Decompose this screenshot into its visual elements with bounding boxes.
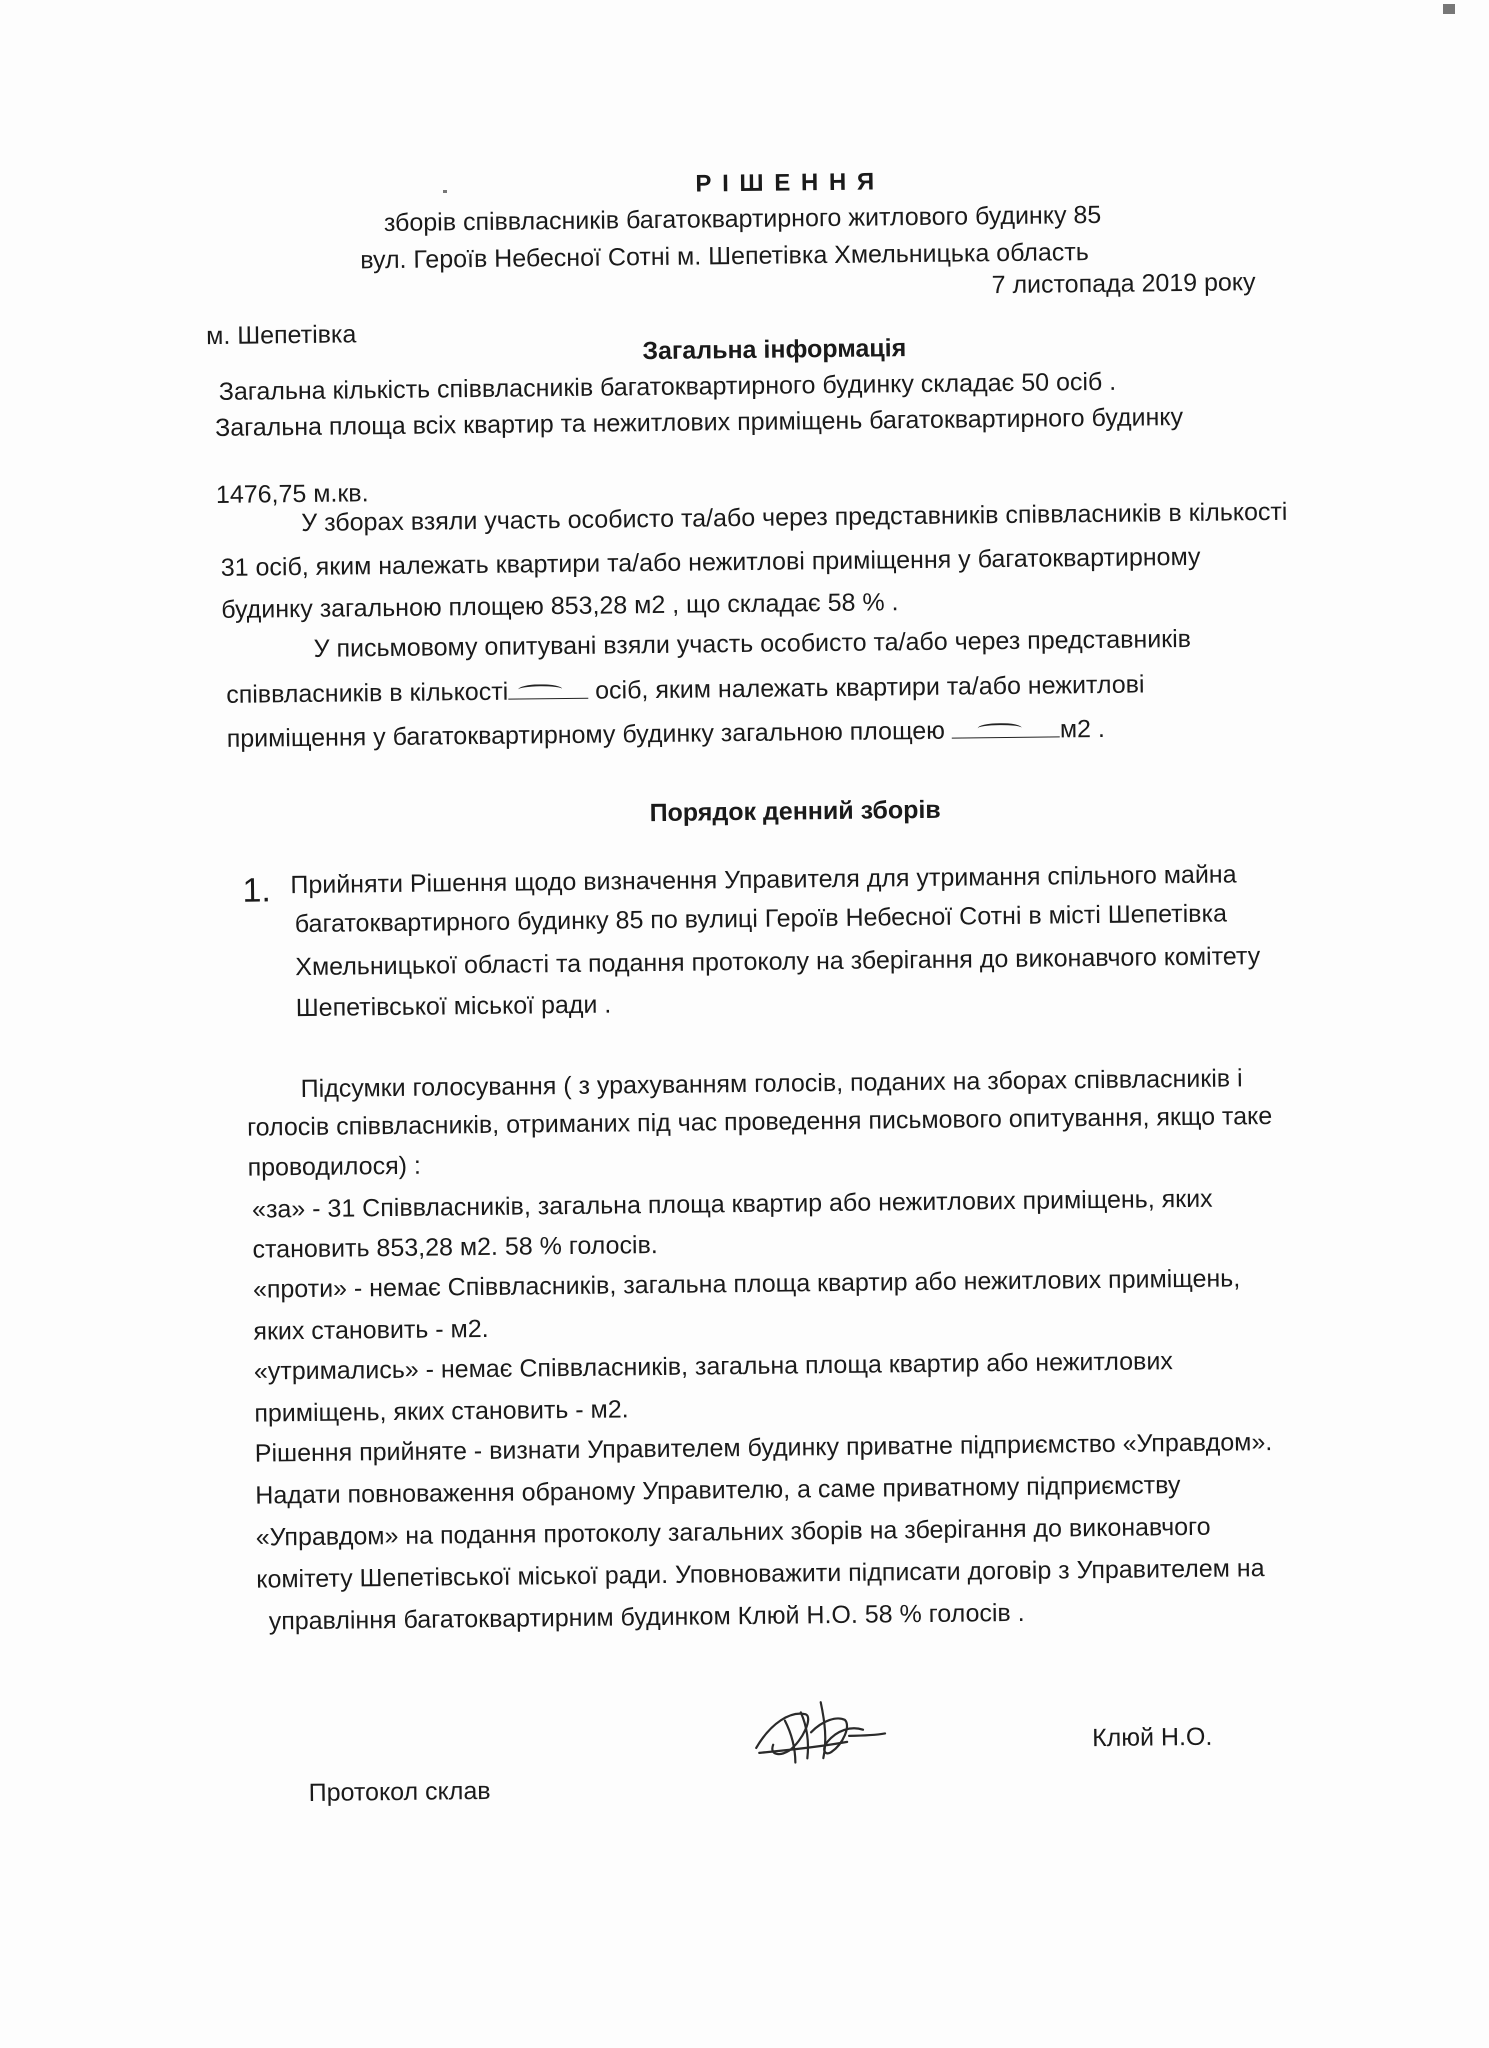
- results-line-1: Підсумки голосування ( з урахуванням голосів, поданих на зборах співвласників і: [300, 1064, 1243, 1104]
- general-p1-line-2: Загальна площа всіх квартир та нежитлових приміщень багатоквартирного будинку: [215, 402, 1184, 442]
- signature-label: Протокол склав: [308, 1776, 491, 1807]
- handwritten-signature: [751, 1691, 892, 1773]
- agenda-item-line-2: багатоквартирного будинку 85 по вулиці Героїв Небесної Сотні в місті Шепетівка: [294, 899, 1228, 939]
- decision-line-2: Надати повноваження обраному Управителю, а саме приватному підприємству: [255, 1471, 1181, 1510]
- blank-dash-mark: [978, 723, 1022, 733]
- results-line-3: проводилося) :: [247, 1151, 422, 1182]
- decision-line-1: Рішення прийняте - визнати Управителем будинку приватне підприємство «Управдом».: [254, 1428, 1273, 1468]
- general-p3-line-1: У письмовому опитувані взяли участь особисто та/або через представників: [313, 624, 1192, 663]
- vote-abstain-line-1: «утримались» - немає Співвласників, загальна площа квартир або нежитлових: [253, 1347, 1173, 1386]
- decision-line-4: комітету Шепетівської міської ради. Уповноважити підписати договір з Управителем на: [256, 1554, 1265, 1594]
- general-p2-line-3: будинку загальною площею 853,28 м2 , що складає 58 % .: [221, 588, 899, 624]
- vote-for-line-2: становить 853,28 м2. 58 % голосів.: [252, 1231, 658, 1264]
- general-info-heading: Загальна інформація: [642, 334, 907, 366]
- agenda-item-line-4: Шепетівської міської ради .: [295, 990, 612, 1023]
- document-city: м. Шепетівка: [206, 320, 357, 351]
- vote-for-line-1: «за» - 31 Співвласників, загальна площа квартир або нежитлових приміщень, яких: [251, 1184, 1213, 1224]
- general-p2-line-1: У зборах взяли участь особисто та/або через представників співвласників в кількості: [301, 497, 1288, 538]
- general-p3-line-2-end: осіб, яким належать квартири та/або нежитлові: [595, 670, 1145, 705]
- vote-abstain-line-2: приміщень, яких становить - м2.: [254, 1395, 629, 1428]
- general-p3-line-3-end: м2 .: [1059, 714, 1106, 744]
- participants-count-blank: [508, 678, 588, 700]
- decision-line-5: управління багатоквартирним будинком Клюй Н.О. 58 % голосів .: [268, 1598, 1025, 1636]
- agenda-heading: Порядок денний зборів: [649, 795, 941, 828]
- document-subtitle-line-2: вул. Героїв Небесної Сотні м. Шепетівка Хмельницька область: [360, 238, 1089, 275]
- vote-against-line-1: «проти» - немає Співвласників, загальна площа квартир або нежитлових приміщень,: [252, 1264, 1241, 1304]
- vote-against-line-2: яких становить - м2.: [253, 1314, 489, 1346]
- results-line-2: голосів співвласників, отриманих під час проведення письмового опитування, якщо таке: [246, 1102, 1273, 1142]
- general-p1-line-3: 1476,75 м.кв.: [215, 479, 369, 509]
- general-p3-line-3-start: приміщення у багатоквартирному будинку загальною площею: [226, 716, 946, 753]
- agenda-item-number: 1.: [242, 871, 272, 910]
- general-p3-line-2-start: співвласників в кількості: [226, 677, 509, 709]
- agenda-item-line-3: Хмельницької області та подання протоколу на зберігання до виконавчого комітету: [295, 942, 1261, 982]
- general-p3-line-2: [226, 671, 1145, 707]
- signatory-name: Клюй Н.О.: [1091, 1722, 1213, 1753]
- area-blank: [952, 716, 1060, 738]
- general-p1-line-1: Загальна кількість співвласників багатоквартирного будинку складає 50 осіб .: [218, 367, 1117, 406]
- general-p2-line-2: 31 осіб, яким належать квартири та/або нежитлові приміщення у багатоквартирному: [220, 542, 1201, 582]
- document-date: 7 листопада 2019 року: [991, 268, 1256, 300]
- document-subtitle-line-1: зборів співвласників багатоквартирного житлового будинку 85: [383, 200, 1102, 238]
- decision-line-3: «Управдом» на подання протоколу загальних зборів на зберігання до виконавчого: [255, 1512, 1211, 1552]
- agenda-item-line-1: Прийняти Рішення щодо визначення Управителя для утримання спільного майна: [290, 860, 1237, 900]
- blank-dash-mark: [518, 684, 562, 694]
- document-title: Р І Ш Е Н Н Я: [695, 168, 877, 198]
- general-p3-line-3: [227, 716, 1105, 752]
